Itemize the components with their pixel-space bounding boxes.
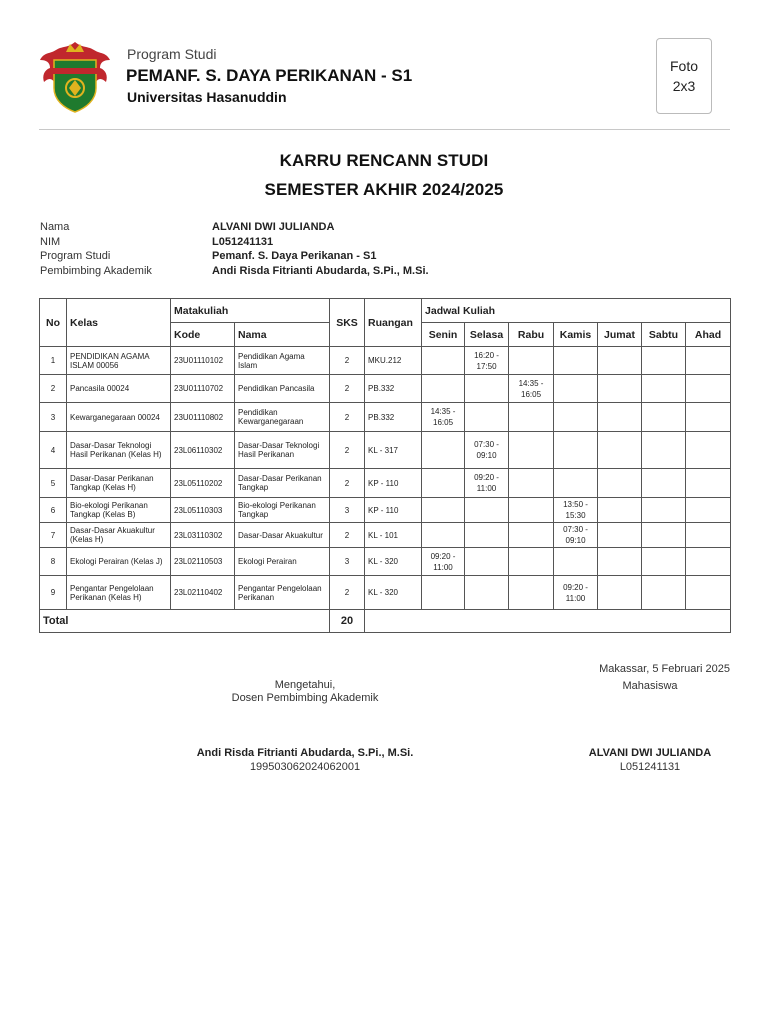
table-row: [40, 576, 731, 610]
row-schedule-rabu: [509, 548, 554, 576]
row-schedule-kamis: [554, 403, 598, 432]
row-kelas: Dasar-Dasar Teknologi Hasil Perikanan (Kelas H): [67, 432, 171, 469]
row-schedule-sabtu: [642, 432, 686, 469]
row-sks: 2: [330, 523, 365, 548]
row-no: 9: [40, 576, 67, 610]
row-kelas: PENDIDIKAN AGAMA ISLAM 00056: [67, 347, 171, 375]
row-nama: Dasar-Dasar Teknologi Hasil Perikanan: [235, 432, 330, 469]
row-schedule-senin: [422, 375, 465, 403]
row-schedule-senin: [422, 432, 465, 469]
university-name: Universitas Hasanuddin: [127, 89, 287, 105]
col-sks: SKS: [330, 299, 365, 347]
row-no: 1: [40, 347, 67, 375]
row-no: 4: [40, 432, 67, 469]
row-kode: 23L02110503: [171, 548, 235, 576]
row-schedule-selasa: 16:20 - 17:50: [465, 347, 509, 375]
row-nama: Pendidikan Pancasila: [235, 375, 330, 403]
row-ruangan: KL - 320: [365, 548, 422, 576]
row-schedule-rabu: [509, 347, 554, 375]
row-schedule-senin: 14:35 - 16:05: [422, 403, 465, 432]
row-kelas: Dasar-Dasar Akuakultur (Kelas H): [67, 523, 171, 548]
row-kode: 23L05110303: [171, 498, 235, 523]
row-nama: Dasar-Dasar Perikanan Tangkap: [235, 469, 330, 498]
row-schedule-jumat: [598, 548, 642, 576]
row-kelas: Kewarganegaraan 00024: [67, 403, 171, 432]
table-row: [40, 403, 731, 432]
nama-label: Nama: [40, 221, 70, 233]
row-kode: 23L02110402: [171, 576, 235, 610]
advisor-label: Pembimbing Akademik: [40, 264, 152, 277]
prodi-label: Program Studi: [40, 250, 111, 262]
row-schedule-senin: [422, 469, 465, 498]
table-row: [40, 432, 731, 469]
row-schedule-sabtu: [642, 375, 686, 403]
nama-value: ALVANI DWI JULIANDA: [212, 221, 335, 233]
row-schedule-ahad: [686, 432, 731, 469]
row-kode: 23U01110102: [171, 347, 235, 375]
col-matakuliah: Matakuliah: [171, 299, 330, 323]
col-day-selasa: Selasa: [465, 323, 509, 347]
row-nama: Pengantar Pengelolaan Perikanan: [235, 576, 330, 610]
row-schedule-ahad: [686, 347, 731, 375]
row-ruangan: MKU.212: [365, 347, 422, 375]
table-row: [40, 469, 731, 498]
row-schedule-kamis: [554, 432, 598, 469]
row-schedule-ahad: [686, 548, 731, 576]
row-kelas: Dasar-Dasar Perikanan Tangkap (Kelas H): [67, 469, 171, 498]
row-schedule-kamis: [554, 548, 598, 576]
row-schedule-ahad: [686, 375, 731, 403]
advisor-signature-name: Andi Risda Fitrianti Abudarda, S.Pi., M.Si.: [196, 747, 414, 759]
total-sks: 20: [330, 610, 365, 633]
col-kode: Kode: [171, 323, 235, 347]
row-schedule-selasa: 09:20 - 11:00: [465, 469, 509, 498]
table-row: [40, 347, 731, 375]
col-day-ahad: Ahad: [686, 323, 731, 347]
row-sks: 2: [330, 347, 365, 375]
row-kelas: Bio-ekologi Perikanan Tangkap (Kelas B): [67, 498, 171, 523]
header-divider: [39, 129, 730, 130]
row-schedule-jumat: [598, 432, 642, 469]
col-day-kamis: Kamis: [554, 323, 598, 347]
row-schedule-senin: [422, 523, 465, 548]
table-row: [40, 523, 731, 548]
row-schedule-ahad: [686, 498, 731, 523]
row-no: 5: [40, 469, 67, 498]
row-nama: Bio-ekologi Perikanan Tangkap: [235, 498, 330, 523]
nim-label: NIM: [40, 235, 61, 248]
row-sks: 2: [330, 469, 365, 498]
row-no: 7: [40, 523, 67, 548]
row-schedule-senin: [422, 576, 465, 610]
row-schedule-jumat: [598, 576, 642, 610]
row-nama: Ekologi Perairan: [235, 548, 330, 576]
document-title: KARRU RENCANN STUDI: [279, 151, 489, 170]
col-day-sabtu: Sabtu: [642, 323, 686, 347]
row-schedule-ahad: [686, 523, 731, 548]
row-schedule-jumat: [598, 469, 642, 498]
row-schedule-selasa: [465, 403, 509, 432]
row-schedule-kamis: [554, 469, 598, 498]
row-schedule-rabu: 14:35 - 16:05: [509, 375, 554, 403]
row-kelas: Ekologi Perairan (Kelas J): [67, 548, 171, 576]
row-schedule-selasa: [465, 548, 509, 576]
row-schedule-rabu: [509, 469, 554, 498]
row-nama: Pendidikan Kewarganegaraan: [235, 403, 330, 432]
row-schedule-jumat: [598, 403, 642, 432]
row-schedule-ahad: [686, 403, 731, 432]
col-day-jumat: Jumat: [598, 323, 642, 347]
row-schedule-sabtu: [642, 548, 686, 576]
row-ruangan: PB.332: [365, 403, 422, 432]
row-ruangan: KL - 317: [365, 432, 422, 469]
row-kode: 23L05110202: [171, 469, 235, 498]
row-schedule-jumat: [598, 375, 642, 403]
photo-placeholder: [656, 38, 712, 114]
program-name: PEMANF. S. DAYA PERIKANAN - S1: [126, 66, 413, 85]
row-ruangan: KP - 110: [365, 469, 422, 498]
row-schedule-ahad: [686, 576, 731, 610]
row-sks: 3: [330, 548, 365, 576]
student-signature-name: ALVANI DWI JULIANDA: [588, 747, 712, 759]
col-jadwal: Jadwal Kuliah: [422, 299, 731, 323]
place-date: Makassar, 5 Februari 2025: [599, 663, 730, 675]
row-schedule-selasa: [465, 498, 509, 523]
total-label: Total: [40, 610, 330, 633]
row-schedule-kamis: 07:30 - 09:10: [554, 523, 598, 548]
total-filler: [365, 610, 731, 633]
col-day-rabu: Rabu: [509, 323, 554, 347]
row-nama: Pendidikan Agama Islam: [235, 347, 330, 375]
row-sks: 2: [330, 576, 365, 610]
row-schedule-senin: [422, 498, 465, 523]
row-sks: 2: [330, 403, 365, 432]
row-schedule-sabtu: [642, 347, 686, 375]
table-row: [40, 548, 731, 576]
document-subtitle: SEMESTER AKHIR 2024/2025: [264, 180, 504, 199]
prodi-value: Pemanf. S. Daya Perikanan - S1: [212, 250, 377, 262]
row-no: 2: [40, 375, 67, 403]
row-sks: 2: [330, 432, 365, 469]
row-kode: 23U01110802: [171, 403, 235, 432]
advisor-nip: 199503062024062001: [249, 761, 361, 773]
program-label: Program Studi: [127, 46, 217, 62]
row-schedule-selasa: 07:30 - 09:10: [465, 432, 509, 469]
row-schedule-selasa: [465, 523, 509, 548]
row-schedule-sabtu: [642, 576, 686, 610]
row-schedule-rabu: [509, 403, 554, 432]
row-schedule-senin: 09:20 - 11:00: [422, 548, 465, 576]
row-kode: 23L03110302: [171, 523, 235, 548]
row-schedule-sabtu: [642, 523, 686, 548]
row-schedule-jumat: [598, 498, 642, 523]
university-logo: [38, 38, 112, 114]
photo-label: Foto: [669, 58, 698, 74]
row-schedule-selasa: [465, 576, 509, 610]
row-schedule-jumat: [598, 523, 642, 548]
row-sks: 2: [330, 375, 365, 403]
row-no: 3: [40, 403, 67, 432]
row-no: 6: [40, 498, 67, 523]
advisor-value: Andi Risda Fitrianti Abudarda, S.Pi., M.Si.: [212, 264, 429, 277]
row-ruangan: KL - 320: [365, 576, 422, 610]
acknowledgement-line1: Mengetahui,: [274, 679, 336, 691]
row-ruangan: KP - 110: [365, 498, 422, 523]
course-rows: [40, 347, 731, 610]
row-schedule-rabu: [509, 523, 554, 548]
row-schedule-rabu: [509, 432, 554, 469]
row-schedule-kamis: 09:20 - 11:00: [554, 576, 598, 610]
acknowledgement-line2: Dosen Pembimbing Akademik: [231, 692, 379, 704]
row-schedule-sabtu: [642, 469, 686, 498]
col-nama: Nama: [235, 323, 330, 347]
student-signature-nim: L051241131: [619, 761, 681, 773]
table-row: [40, 498, 731, 523]
row-schedule-rabu: [509, 498, 554, 523]
col-kelas: Kelas: [67, 299, 171, 347]
row-nama: Dasar-Dasar Akuakultur: [235, 523, 330, 548]
row-schedule-senin: [422, 347, 465, 375]
row-schedule-jumat: [598, 347, 642, 375]
row-schedule-sabtu: [642, 498, 686, 523]
row-schedule-kamis: [554, 347, 598, 375]
row-ruangan: PB.332: [365, 375, 422, 403]
row-sks: 3: [330, 498, 365, 523]
row-kelas: Pengantar Pengelolaan Perikanan (Kelas H): [67, 576, 171, 610]
row-schedule-sabtu: [642, 403, 686, 432]
student-signature-label: Mahasiswa: [622, 680, 678, 692]
course-table: [39, 298, 731, 633]
row-kode: 23L06110302: [171, 432, 235, 469]
row-schedule-kamis: [554, 375, 598, 403]
row-schedule-kamis: 13:50 - 15:30: [554, 498, 598, 523]
row-no: 8: [40, 548, 67, 576]
row-ruangan: KL - 101: [365, 523, 422, 548]
row-schedule-rabu: [509, 576, 554, 610]
row-kode: 23U01110702: [171, 375, 235, 403]
nim-value: L051241131: [212, 235, 274, 248]
col-ruangan: Ruangan: [365, 299, 422, 347]
col-no: No: [40, 299, 67, 347]
row-schedule-selasa: [465, 375, 509, 403]
table-row: [40, 375, 731, 403]
student-info: [40, 220, 429, 278]
row-schedule-ahad: [686, 469, 731, 498]
photo-size: 2x3: [672, 78, 696, 94]
col-day-senin: Senin: [422, 323, 465, 347]
row-kelas: Pancasila 00024: [67, 375, 171, 403]
